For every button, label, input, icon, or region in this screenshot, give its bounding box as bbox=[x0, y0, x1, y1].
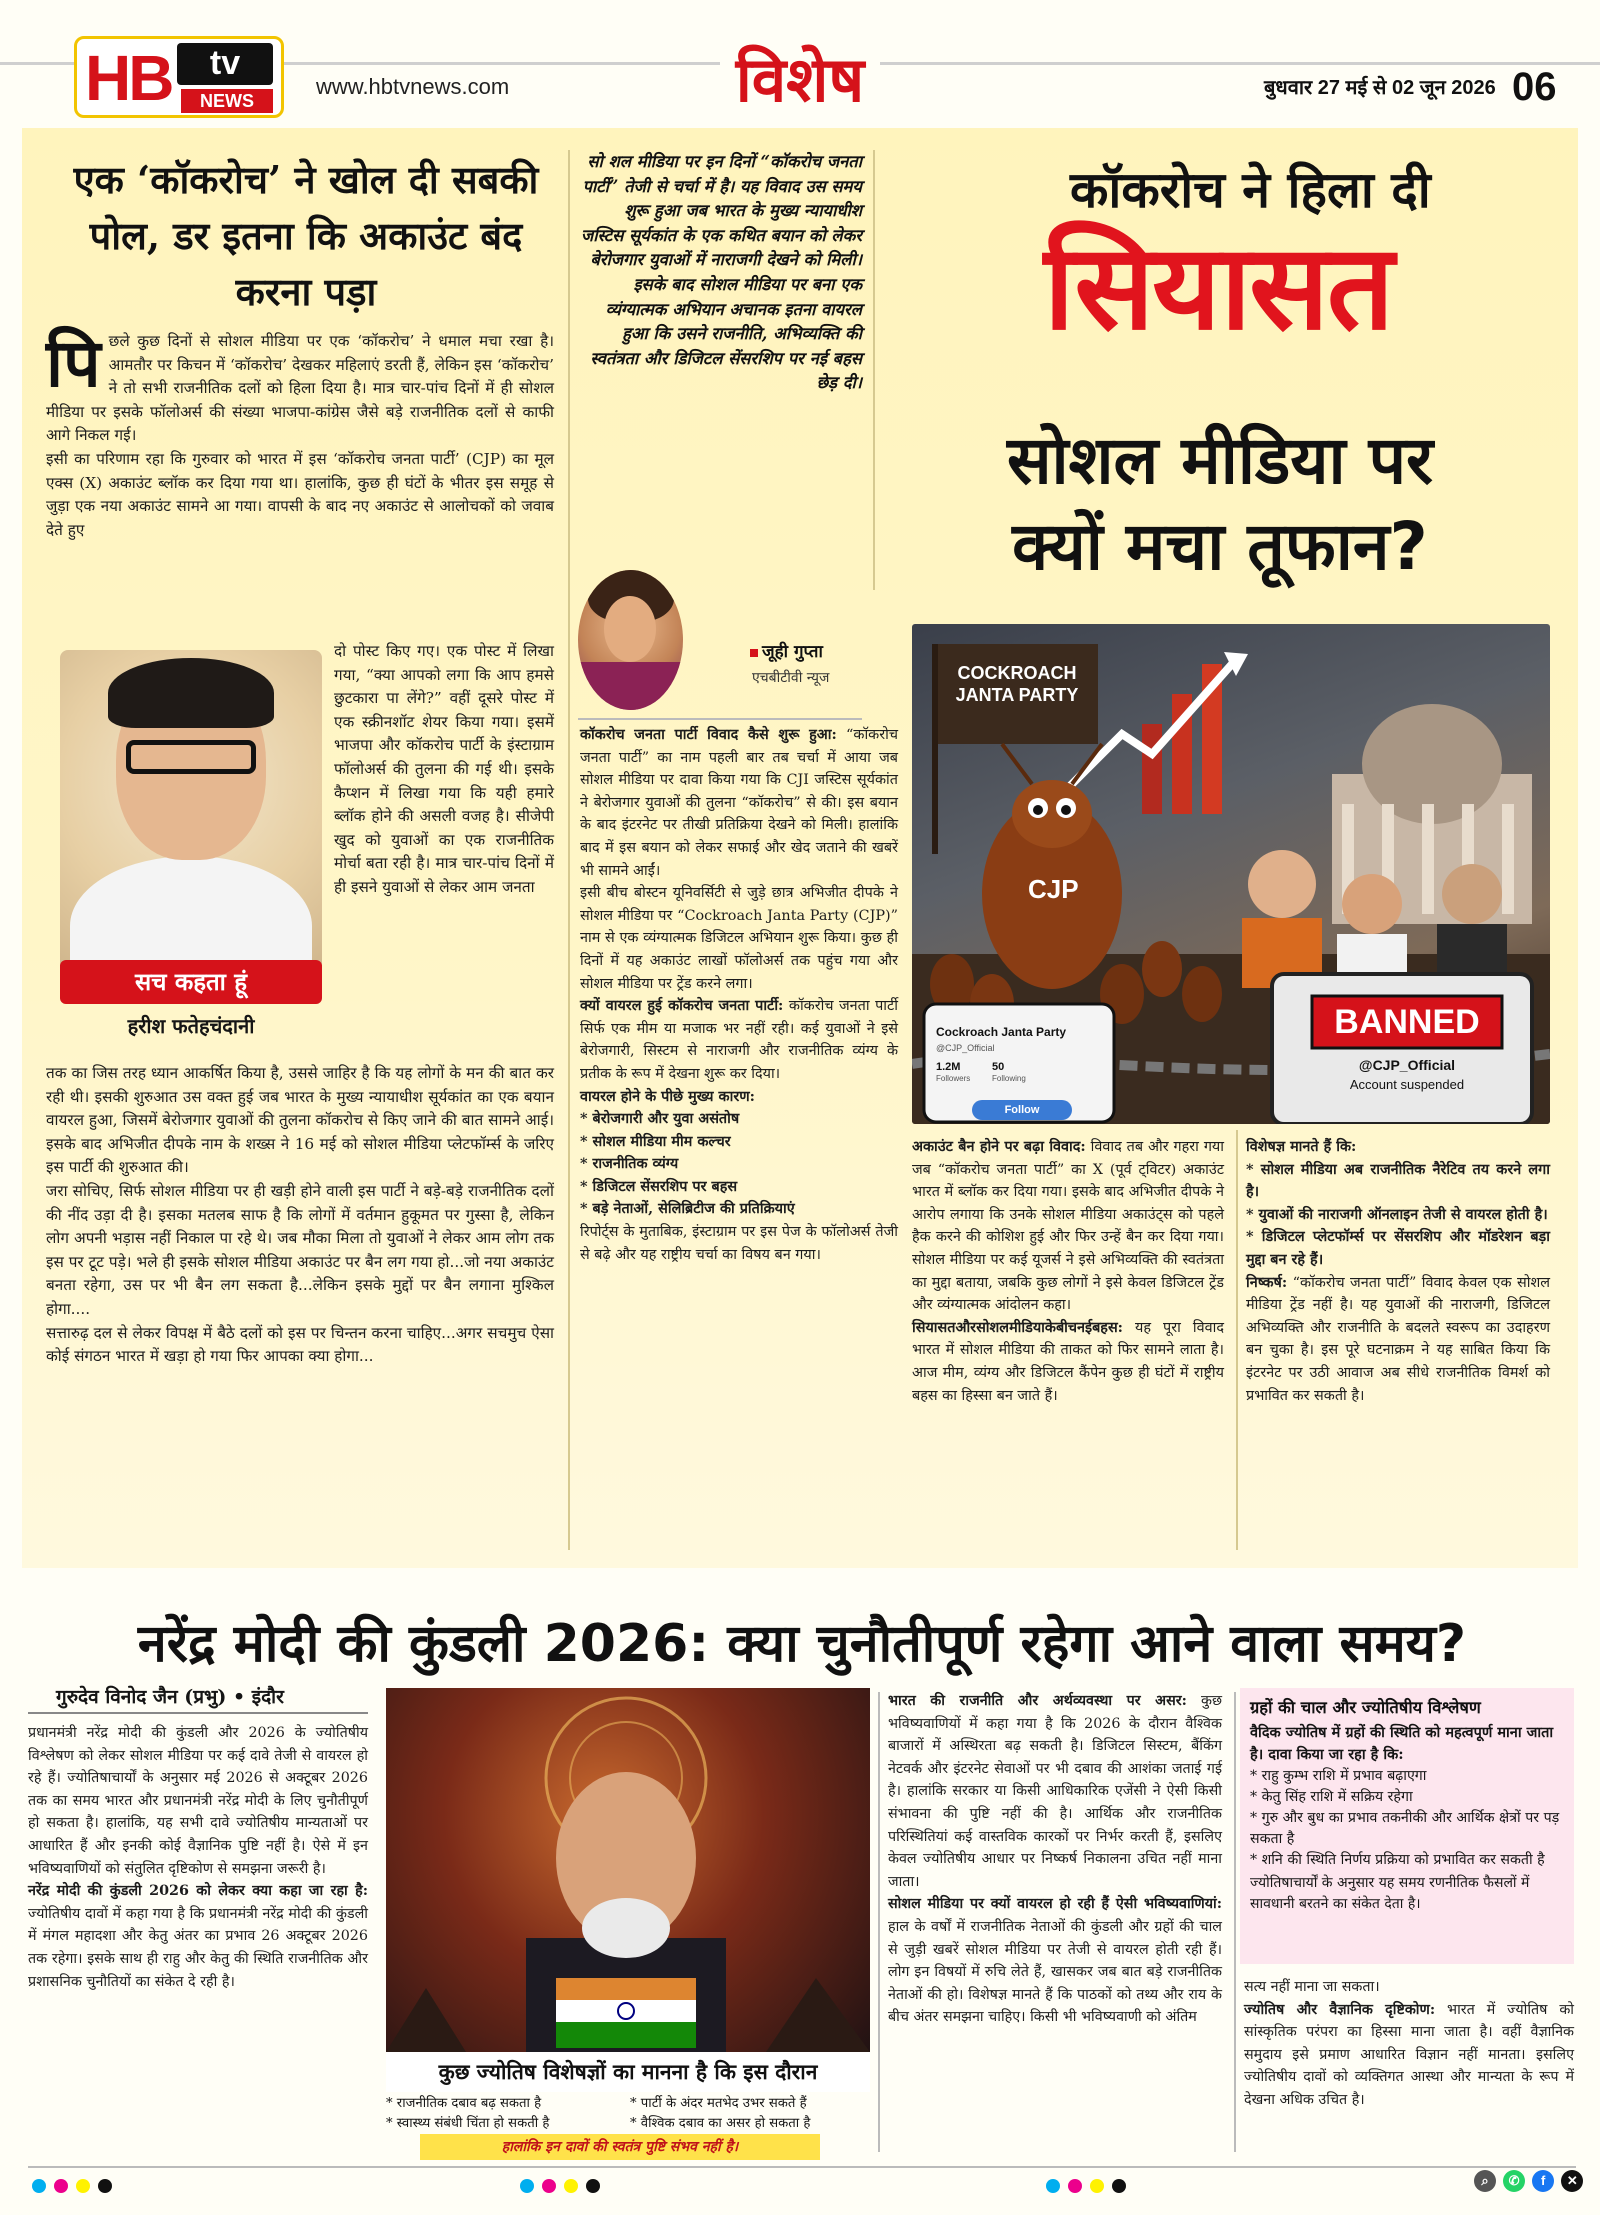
list-item: * सोशल मीडिया अब राजनीतिक नैरेटिव तय करने लगा है। bbox=[1246, 1160, 1550, 1201]
astrology-illustration bbox=[386, 1688, 870, 2052]
bottom-byline: गुरुदेव विनोद जैन (प्रभु) • इंदौर bbox=[56, 1686, 284, 1708]
image-caption: कुछ ज्योतिष विशेषज्ञों का मानना है कि इस दौरान bbox=[386, 2052, 870, 2092]
col3-text-2: यह पूरा विवाद भारत में सोशल मीडिया की ताकत को फिर सामने लाता है। आज मीम, व्यंग्य और डिजिटल कैंपेन कुछ ही घंटों में राष्ट्रीय बहस का हिस्सा बन जाते हैं। bbox=[912, 1319, 1224, 1404]
bottom-col4 bbox=[1244, 1976, 1574, 2112]
list-item: * वैश्विक दबाव का असर हो सकता है bbox=[630, 2116, 811, 2131]
list-item: * पार्टी के अंदर मतभेद उभर सकते हैं bbox=[630, 2096, 807, 2111]
col2-heading-3: वायरल होने के पीछे मुख्य कारण: bbox=[580, 1087, 755, 1105]
col4-text-1: “कॉकरोच जनता पार्टी” विवाद केवल एक सोशल मीडिया ट्रेंड नहीं है। यह युवाओं की नाराजगी, डिजिटल अभिव्यक्ति और राजनीति के बदलते स्वरूप का उदाहरण बन चुका है। इस पूरे घटनाक्रम ने यह साबित किया कि इंटरनेट पर उठी आवाज अब सीधे राजनीतिक विमर्श को प्रभावित कर सकती है। bbox=[1246, 1274, 1551, 1404]
registration-marks bbox=[1046, 2178, 1134, 2196]
site-url[interactable]: www.hbtvnews.com bbox=[316, 74, 510, 99]
page-header bbox=[0, 0, 1600, 128]
list-item: * राजनीतिक दबाव बढ़ सकता है bbox=[386, 2096, 542, 2111]
list-item: * स्वास्थ्य संबंधी चिंता हो सकती है bbox=[386, 2116, 550, 2131]
reporter-role: एचबीटीवी न्यूज bbox=[752, 670, 830, 686]
infobox-title: ग्रहों की चाल और ज्योतिषीय विश्लेषण bbox=[1250, 1698, 1481, 1717]
list-item: * युवाओं की नाराजगी ऑनलाइन तेजी से वायरल होती है। bbox=[1246, 1205, 1548, 1223]
illustration-followers-label: Followers bbox=[936, 1074, 971, 1083]
list-item: * डिजिटल सेंसरशिप पर बहस bbox=[580, 1177, 738, 1195]
columnist-badge: सच कहता हूं bbox=[60, 960, 322, 1004]
section-title: विशेष bbox=[720, 40, 880, 120]
footer-rule bbox=[28, 2166, 1576, 2168]
col2-text-3: कॉकरोच जनता पार्टी सिर्फ एक मीम या मजाक भर नहीं रही। कई युवाओं ने इसे बेरोजगारी, सिस्टम से नाराजगी और राजनीतिक व्यंग्य के प्रतीक के रूप में देखना शुरू कर दिया। bbox=[580, 998, 898, 1082]
column-divider bbox=[568, 150, 570, 1550]
registration-marks bbox=[32, 2178, 120, 2196]
facebook-icon[interactable]: f bbox=[1532, 2170, 1554, 2192]
lead-para-4: तक का जिस तरह ध्यान आकर्षित किया है, उससे जाहिर है कि यह लोगों के मन की बात कर रही थी। इसकी शुरुआत उस वक्त हुई जब भारत के मुख्य न्यायाधीश सूर्यकांत का एक बयान वायरल हुआ, जिसमें बेरोजगार युवाओं की तुलना कॉकरोच से किए जाने की बात सामने आई। इसके बाद अभिजीत दीपके नाम के शख्स ने 16 मई को सोशल मीडिया प्लेटफॉर्म्स के जरिए इस पार्टी की शुरुआत की। bbox=[46, 1064, 554, 1177]
bottom-heading-3: सोशल मीडिया पर क्यों वायरल हो रही हैं ऐसी भविष्यवाणियां: bbox=[888, 1896, 1222, 1913]
bottom-headline: नरेंद्र मोदी की कुंडली 2026: क्या चुनौतीपूर्ण रहेगा आने वाला समय? bbox=[137, 1614, 1467, 1674]
bottom-text-2: कुछ भविष्यवाणियों में कहा गया है कि 2026 के दौरान वैश्विक बाजारों में अस्थिरता बढ़ सकती है। डिजिटल सिस्टम, बैंकिंग नेटवर्क और इंटरनेट सेवाओं पर भी दबाव की आशंका जताई गई है। हालांकि सरकार या किसी आधिकारिक एजेंसी ने ऐसी किसी संभावना की पुष्टि नहीं की है। आर्थिक और राजनीतिक परिस्थितियां कई वास्तविक कारकों पर निर्भर करती हैं, इसलिए केवल ज्योतिषीय आधार पर निष्कर्ष निकालना उचित नहीं माना जाता। bbox=[888, 1693, 1222, 1890]
col2-heading-1: कॉकरोच जनता पार्टी विवाद कैसे शुरू हुआ: bbox=[580, 726, 837, 743]
illustration-flag-text: COCKROACH JANTA PARTY bbox=[955, 663, 1079, 705]
illustration-suspended-text: Account suspended bbox=[1349, 1077, 1465, 1092]
illustration-account-handle: @CJP_Official bbox=[936, 1043, 995, 1053]
column-divider bbox=[878, 1692, 880, 2152]
bottom-text-1: ज्योतिषीय दावों में कहा गया है कि प्रधानमंत्री नरेंद्र मोदी की कुंडली में मंगल महादशा और केतु अंतर का प्रभाव 26 अक्टूबर 2026 तक रहेगा। इसके साथ ही राहु और केतु की स्थिति राजनीतिक और प्रशासनिक चुनौतियों का संकेत दे रही है। bbox=[28, 1905, 368, 1990]
disclaimer-note: हालांकि इन दावों की स्वतंत्र पुष्टि संभव नहीं है। bbox=[420, 2134, 820, 2160]
bottom-text-4: सत्य नहीं माना जा सकता। bbox=[1244, 1979, 1380, 1995]
list-item: * बेरोजगारी और युवा असंतोष bbox=[580, 1110, 740, 1128]
whatsapp-icon[interactable]: ✆ bbox=[1503, 2170, 1525, 2192]
col3-heading-1: अकाउंट बैन होने पर बढ़ा विवाद: bbox=[912, 1138, 1086, 1155]
list-item: * सोशल मीडिया मीम कल्चर bbox=[580, 1132, 731, 1150]
experts-list bbox=[1246, 1159, 1550, 1272]
lead-para-1: छले कुछ दिनों से सोशल मीडिया पर एक ‘कॉकरोच’ ने धमाल मचा रखा है। आमतौर पर किचन में ‘कॉकरोच’ देखकर महिलाएं डरती हैं, लेकिन इस ‘कॉकरोच’ ने तो सभी राजनीतिक दलों को हिला दिया है। मात्र चार-पांच दिनों में ही सोशल मीडिया पर इसके फॉलोअर्स की संख्या भाजपा-कांग्रेस जैसे बड़े राजनीतिक दलों से काफी आगे निकल गई। bbox=[46, 332, 554, 445]
list-item: * केतु सिंह राशि में सक्रिय रहेगा bbox=[1250, 1787, 1564, 1808]
bottom-col1 bbox=[28, 1722, 368, 1993]
bottom-heading-4: ज्योतिष और वैज्ञानिक दृष्टिकोण: bbox=[1244, 2001, 1436, 2018]
reporter-photo bbox=[578, 570, 683, 710]
dropcap: पि bbox=[46, 324, 101, 402]
social-icons bbox=[1472, 2170, 1583, 2192]
col3-heading-2: सियासतऔरसोशलमीडियाकेबीचनईबहस: bbox=[912, 1318, 1123, 1336]
illustration-suspended-handle: @CJP_Official bbox=[1358, 1057, 1456, 1073]
bottom-heading-1: नरेंद्र मोदी की कुंडली 2026 को लेकर क्या कहा जा रहा है: bbox=[28, 1883, 368, 1900]
pull-quote: सो शल मीडिया पर इन दिनों “कॉकरोच जनता पार्टी” तेजी से चर्चा में है। यह विवाद उस समय शुरू हुआ जब भारत के मुख्य न्यायाधीश जस्टिस सूर्यकांत के एक कथित बयान को लेकर बेरोजगार युवाओं में नाराजगी देखने को मिली। इसके बाद सोशल मीडिया पर बना एक व्यंग्यात्मक अभियान अचानक इतना वायरल हुआ कि उसने राजनीति, अभिव्यक्ति की स्वतंत्रता और डिजिटल सेंसरशिप पर नई बहस छेड़ दी। bbox=[580, 152, 862, 393]
logo-hb: HB bbox=[85, 42, 172, 114]
logo-tv: tv bbox=[177, 43, 273, 85]
columnist-photo bbox=[60, 650, 322, 980]
list-item: * शनि की स्थिति निर्णय प्रक्रिया को प्रभावित कर सकती है bbox=[1250, 1850, 1564, 1871]
col2-text-2: इसी बीच बोस्टन यूनिवर्सिटी से जुड़े छात्र अभिजीत दीपके ने सोशल मीडिया पर “Cockroach Janta Party (CJP)” नाम से एक व्यंग्यात्मक डिजिटल अभियान शुरू किया। कुछ ही दिनों में यह अकाउंट लाखों फॉलोअर्स तक पहुंच गया और सोशल मीडिया पर ट्रेंड करने लगा। bbox=[580, 885, 898, 992]
divider bbox=[578, 718, 862, 720]
registration-marks bbox=[520, 2178, 608, 2196]
lead-body-top bbox=[46, 324, 554, 542]
logo-news: NEWS bbox=[181, 89, 273, 113]
illustration-cjp-label: CJP bbox=[1028, 874, 1079, 904]
col4-heading-1: विशेषज्ञ मानते हैं कि: bbox=[1246, 1138, 1357, 1155]
hero-subline-2: क्यों मचा तूफान? bbox=[1012, 508, 1428, 585]
bottom-text-3: हाल के वर्षों में राजनीतिक नेताओं की कुंडली और ग्रहों की चाल से जुड़ी खबरें सोशल मीडिया पर तेजी से वायरल होती रही हैं। लोग इन विषयों में रुचि लेते हैं, खासकर जब बात बड़े राजनीतिक नेताओं की हो। विशेषज्ञ मानते हैं कि पाठकों को तथ्य और राय के बीच अंतर समझना चाहिए। किसी भी भविष्यवाणी को अंतिम bbox=[888, 1918, 1222, 2026]
list-item: * राजनीतिक व्यंग्य bbox=[580, 1155, 679, 1173]
column-divider bbox=[1234, 1692, 1236, 2152]
columnist-name: हरीश फतेहचंदानी bbox=[127, 1014, 255, 1038]
lead-para-5: जरा सोचिए, सिर्फ सोशल मीडिया पर ही खड़ी होने वाली इस पार्टी ने बड़े-बड़े राजनीतिक दलों की नींद उड़ा दी है। इसका मतलब साफ है कि लोगों में वर्तमान हुकूमत पर गुस्सा है, लेकिन लोग अपनी भड़ास नहीं निकाल पा रहे थे। जब मौका मिला तो युवाओं ने लेकर आम लोग तक इस पर टूट पड़े। भले ही इसके सोशल मीडिया अकाउंट पर बैन लग गया हो...जो नया अकाउंट बनता रहेगा, उस पर भी बैन लग सकता है...लेकिन इसके मुद्दों पर बैन लगाना मुश्किल होगा.... bbox=[46, 1181, 554, 1318]
reporter-name: जूही गुप्ता bbox=[750, 640, 823, 664]
cockroach-party-illustration bbox=[912, 624, 1550, 1124]
infobox-list bbox=[1250, 1766, 1564, 1871]
x-icon[interactable]: ✕ bbox=[1561, 2170, 1583, 2192]
col3-body bbox=[912, 1136, 1224, 1407]
lead-para-3: दो पोस्ट किए गए। एक पोस्ट में लिखा गया, “क्या आपको लगा कि आप हमसे छुटकारा पा लेंगे?” वहीं दूसरे पोस्ट में एक स्क्रीनशॉट शेयर किया गया। इसमें भाजपा और कॉकरोच पार्टी के इंस्टाग्राम फॉलोअर्स की तुलना की गई थी। इसके कैप्शन में लिखा गया कि यही हमारे ब्लॉक होने की असली वजह है। सीजेपी खुद को युवाओं का एक राजनीतिक मोर्चा बता रही है। मात्र चार-पांच दिनों में ही इसने युवाओं से लेकर आम जनता bbox=[334, 642, 554, 896]
issue-date: बुधवार 27 मई से 02 जून 2026 bbox=[1264, 77, 1496, 99]
col4-body bbox=[1246, 1136, 1550, 1407]
illustration-banned-stamp: BANNED bbox=[1334, 1003, 1480, 1041]
infobox-note: ज्योतिषाचार्यों के अनुसार यह समय रणनीतिक फैसलों में सावधानी बरतने का संकेत देता है। bbox=[1250, 1875, 1530, 1912]
illustration-follow-button: Follow bbox=[1004, 1104, 1040, 1116]
lead-body-wrap bbox=[334, 640, 554, 900]
illustration-followers-count: 1.2M bbox=[936, 1061, 961, 1073]
col4-heading-2: निष्कर्ष: bbox=[1246, 1273, 1288, 1291]
column-divider bbox=[1236, 1130, 1238, 1550]
page-number: 06 bbox=[1512, 65, 1557, 109]
list-item: * राहु कुम्भ राशि में प्रभाव बढ़ाएगा bbox=[1250, 1766, 1564, 1787]
bottom-col3 bbox=[888, 1690, 1222, 2029]
bottom-heading-2: भारत की राजनीति और अर्थव्यवस्था पर असर: bbox=[888, 1693, 1187, 1709]
bottom-para-1: प्रधानमंत्री नरेंद्र मोदी की कुंडली और 2026 के ज्योतिषीय विश्लेषण को लेकर सोशल मीडिया पर कई दावे तेजी से वायरल हो रहे हैं। ज्योतिषाचार्यों के अनुसार मई 2026 से अक्टूबर 2026 तक का समय भारत और प्रधानमंत्री नरेंद्र मोदी के लिए चुनौतीपूर्ण हो सकता है। हालांकि, यह सभी दावे ज्योतिषीय मान्यताओं पर आधारित हैं और इनकी कोई वैज्ञानिक पुष्टि नहीं है। ऐसे में इन भविष्यवाणियों को संतुलित दृष्टिकोण से समझना जरूरी है। bbox=[28, 1725, 368, 1877]
hbtv-logo[interactable] bbox=[74, 36, 284, 118]
list-item: * गुरु और बुध का प्रभाव तकनीकी और आर्थिक क्षेत्रों पर पड़ सकता है bbox=[1250, 1808, 1564, 1850]
col2-text-4: रिपोर्ट्स के मुताबिक, इंस्टाग्राम पर इस पेज के फॉलोअर्स तेजी से बढ़े और यह राष्ट्रीय चर्चा का विषय बन गया। bbox=[580, 1224, 898, 1263]
bottom-text-5: भारत में ज्योतिष को सांस्कृतिक परंपरा का हिस्सा माना जाता है। वहीं वैज्ञानिक समुदाय इसे प्रमाण आधारित विज्ञान नहीं मानता। इसलिए ज्योतिषीय दावों को व्यक्तिगत आस्था और मान्यता के रूप में देखना अधिक उचित है। bbox=[1244, 2001, 1575, 2108]
lead-para-2: इसी का परिणाम रहा कि गुरुवार को भारत में इस ‘कॉकरोच जनता पार्टी’ (CJP) का मूल एक्स (X) अकाउंट ब्लॉक कर दिया गया था। हालांकि, कुछ ही घंटों के भीतर इस समूह से जुड़ा एक नया अकाउंट सामने आ गया। वापसी के बाद नए अकाउंट से आलोचकों को जवाब देते हुए bbox=[46, 449, 554, 539]
infobox-intro: वैदिक ज्योतिष में ग्रहों की स्थिति को महत्वपूर्ण माना जाता है। दावा किया जा रहा है कि: bbox=[1250, 1724, 1554, 1763]
hero-kicker: कॉकरोच ने हिला दी bbox=[1070, 160, 1431, 219]
col2-heading-2: क्यों वायरल हुई कॉकरोच जनता पार्टी: bbox=[580, 997, 784, 1015]
hero-subline-1: सोशल मीडिया पर bbox=[1006, 422, 1434, 499]
col2-body bbox=[580, 724, 898, 1266]
lead-para-6: सत्तारुढ़ दल से लेकर विपक्ष में बैठे दलों को इस पर चिन्तन करना चाहिए...अगर सचमुच ऐसा कोई संगठन भारत में खड़ा हो गया फिर आपका क्या होगा... bbox=[46, 1323, 554, 1366]
list-item: * डिजिटल प्लेटफॉर्म्स पर सेंसरशिप और मॉडरेशन बड़ा मुद्दा बन रहे हैं। bbox=[1246, 1228, 1550, 1268]
lead-headline: एक ‘कॉकरोच’ ने खोल दी सबकी पोल, डर इतना कि अकाउंट बंद करना पड़ा bbox=[73, 157, 539, 314]
illustration-following-label: Following bbox=[992, 1074, 1026, 1083]
reasons-list bbox=[580, 1108, 898, 1221]
hero-main-word: सियासत bbox=[1043, 218, 1393, 356]
search-icon[interactable]: ⌕ bbox=[1474, 2170, 1496, 2192]
list-item: * बड़े नेताओं, सेलिब्रिटीज की प्रतिक्रियाएं bbox=[580, 1200, 795, 1218]
illustration-following-count: 50 bbox=[992, 1061, 1005, 1073]
planets-infobox bbox=[1240, 1688, 1574, 1964]
lead-body-bottom bbox=[46, 1062, 554, 1369]
col2-text-1: “कॉकरोच जनता पार्टी” का नाम पहली बार तब चर्चा में आया जब सोशल मीडिया पर दावा किया गया कि CJI जस्टिस सूर्यकांत ने बेरोजगार युवाओं की तुलना “कॉकरोच” से की। इस बयान के बाद इंटरनेट पर तीखी प्रतिक्रिया देखने को मिली। हालांकि बाद में इस बयान को लेकर सफाई और खेद जताने की खबरें भी सामने आईं। bbox=[580, 727, 898, 879]
illustration-account-name: Cockroach Janta Party bbox=[936, 1025, 1067, 1039]
col3-text-1: विवाद तब और गहरा गया जब “कॉकरोच जनता पार्टी” का X (पूर्व ट्विटर) अकाउंट भारत में ब्लॉक कर दिया गया। इसके बाद अभिजीत दीपके ने आरोप लगाया कि उनके सोशल मीडिया अकाउंट्स को पहले हैक करने की कोशिश हुई और फिर उन्हें बैन कर दिया गया। सोशल मीडिया पर कई यूजर्स ने इसे अभिव्यक्ति की स्वतंत्रता का मुद्दा बताया, जबकि कुछ लोगों ने इसे केवल डिजिटल ट्रेंड और व्यंग्यात्मक आंदोलन कहा। bbox=[912, 1139, 1224, 1314]
divider bbox=[28, 1712, 368, 1714]
